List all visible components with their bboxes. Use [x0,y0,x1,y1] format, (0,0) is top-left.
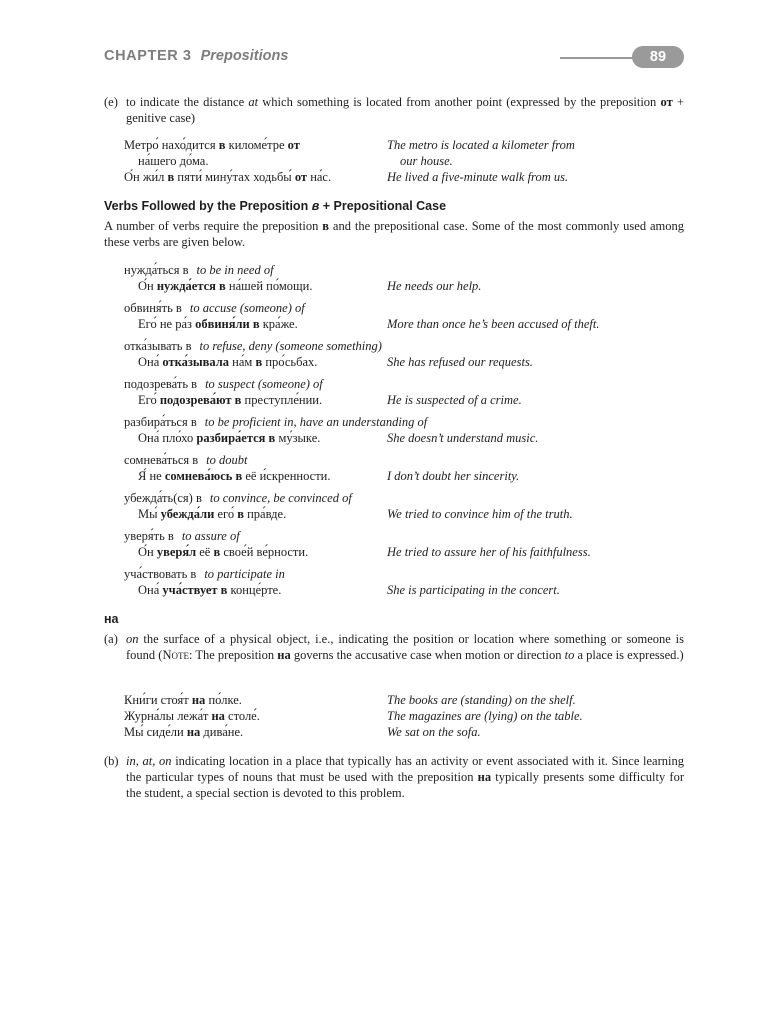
section-intro-text: A number of verbs require the preposition [104,219,323,233]
verb: отка́зывать в [124,339,192,353]
na-item-b-paragraph [104,753,684,801]
verb-entry [124,414,684,446]
verb-meaning: to doubt [206,453,248,467]
item-e-emphasis: at [248,95,259,109]
example-en-continuation: our house. [400,154,453,168]
example-ru-text: по́лке. [205,693,242,707]
na-example-ru [124,692,242,708]
example-ru-text: Метро́ нахо́дится [124,138,219,152]
verb: обвиня́ть в [124,301,182,315]
verb-example [124,544,684,560]
verb-meaning: to participate in [204,567,285,581]
item-e-preposition: от [660,95,673,109]
section-heading-preposition: в [311,199,320,213]
na-item-a-note: Note [162,648,189,662]
example-ru-text: на́с. [307,170,332,184]
na-example-en: The books are (standing) on the shelf. [387,693,576,707]
na-item-b-emphasis: in, at, on [126,754,172,768]
example-ru-bold: от [287,138,300,152]
verb-example [124,582,684,598]
section-intro-preposition: в [322,219,329,233]
section-intro-text: and the prepositional case. Some of the most commonly used among these verbs are given below. [104,219,684,249]
example-ru-bold: на [186,725,201,739]
verb-example [124,278,684,294]
verb-entry [124,490,684,522]
verb-line [124,338,684,354]
verb-line [124,452,684,468]
section-heading-text: Verbs Followed by the Preposition [104,199,312,213]
verb-example [124,430,684,446]
example-ru-text: дива́не. [200,725,244,739]
verb-line [124,300,684,316]
na-heading: на [104,612,119,626]
na-item-b-text-part: indicating location in a place that typically has an activity or event associated with it. Since learning the particular types of nouns that must be used with the preposition [126,754,684,784]
verb-example-ru: Мы́ убежда́ли его́ в пра́вде. [138,507,287,521]
na-item-a-emphasis: to [564,648,575,662]
verb-meaning: to be in need of [196,263,274,277]
verb-example-ru: Она́ пло́хо разбира́ется в му́зыке. [138,431,321,445]
example-ru-bold: на [191,693,206,707]
na-item-a-paragraph [104,631,684,663]
verb-example-ru: Я́ не сомнева́юсь в её и́скренности. [138,469,331,483]
example-ru-bold: от [294,170,308,184]
na-example-ru [124,708,260,724]
na-example-en: The magazines are (lying) on the table. [387,709,583,723]
item-e-marker: (e) [104,95,118,109]
verb-meaning: to refuse, deny (someone something) [199,339,382,353]
verb: убежда́ть(ся) в [124,491,202,505]
verb-meaning: to assure of [181,529,240,543]
verb-example-ru: Его́ подозрева́ют в преступле́нии. [138,393,323,407]
verb-line [124,566,684,582]
example-ru [124,169,331,185]
verb-example-en: She has refused our requests. [387,355,533,369]
verb-example-en: More than once he’s been accused of theft. [387,317,600,331]
na-item-b-text-part: typically presents some difficulty for the student, a special section is devoted to this problem. [126,770,685,800]
page-number-badge: 89 [632,46,684,68]
verb-example [124,316,684,332]
verb-example-ru: О́н уверя́л её в свое́й ве́рности. [138,545,309,559]
na-item-a-marker: (a) [104,632,118,646]
verb: сомнева́ться в [124,453,199,467]
verb-entry [124,300,684,332]
verb-example-en: He needs our help. [387,279,482,293]
na-item-a-text [126,631,684,663]
na-example-en: We sat on the sofa. [387,725,481,739]
verb-example [124,468,684,484]
verb-example-ru: Она́ отка́зывала на́м в про́сьбах. [138,355,318,369]
verb-entry [124,338,684,370]
na-item-a-emphasis: on [126,632,139,646]
running-header [104,48,288,64]
na-item-b-marker: (b) [104,754,119,768]
na-example-ru [124,724,243,740]
example-ru-text: столе́. [224,709,260,723]
chapter-title: Prepositions [200,48,289,64]
item-e-paragraph [104,94,684,126]
verb-example-ru: О́н нужда́ется в на́шей по́мощи. [138,279,313,293]
example-ru-text: О́н жи́л [124,170,168,184]
example-ru-bold: в [218,138,226,152]
verb-entry [124,452,684,484]
section-heading-text: + Prepositional Case [319,199,447,213]
verb-example [124,354,684,370]
na-item-a-text-part: a place is expressed.) [574,648,684,662]
verb-line [124,376,684,392]
verb-entry [124,376,684,408]
verb: уверя́ть в [124,529,174,543]
verb-line [124,262,684,278]
header-rule [560,57,642,59]
section-heading [104,199,446,213]
item-e-text-part: to indicate the distance [126,95,249,109]
verb-example-en: She doesn’t understand music. [387,431,539,445]
item-e-text [126,94,684,126]
verb-example-en: She is participating in the concert. [387,583,560,597]
verb-example [124,506,684,522]
example-ru-text: киломе́тре [225,138,288,152]
na-item-a-text-part: governs the accusative case when motion or direction [290,648,565,662]
verb-example-en: He is suspected of a crime. [387,393,522,407]
verb-meaning: to accuse (someone) of [189,301,305,315]
verb: разбира́ться в [124,415,197,429]
example-ru-text: Кни́ги стоя́т [124,693,192,707]
verb: уча́ствовать в [124,567,197,581]
na-item-b-text [126,753,684,801]
example-ru-text: Журна́лы лежа́т [124,709,212,723]
example-ru-bold: на [211,709,225,723]
example-ru-text: Мы́ сиде́ли [124,725,187,739]
section-intro [104,218,684,250]
item-e-text-part: which something is located from another point (expressed by the preposition [258,95,661,109]
verb-meaning: to suspect (someone) of [205,377,323,391]
verb-example-en: I don’t doubt her sincerity. [387,469,520,483]
verb: подозрева́ть в [124,377,198,391]
na-item-a-text-part: the surface of a physical object, i.e., indicating the position or location where something or someone is found ( [126,632,684,662]
verb-entry [124,566,684,598]
verb-meaning: to be proficient in, have an understanding of [204,415,428,429]
example-ru-text: пяти́ мину́тах ходьбы́ [174,170,295,184]
verb-entry [124,528,684,560]
verb-line [124,490,684,506]
na-item-b-preposition: на [477,770,492,784]
verb-entry [124,262,684,294]
item-e-text-part: + genitive case) [126,95,684,125]
example-en: He lived a five-minute walk from us. [387,170,569,184]
verb-example-en: He tried to assure her of his faithfulness. [387,545,591,559]
example-ru-bold: в [167,170,175,184]
verb-example-ru: Его́ не ра́з обвиня́ли в кра́же. [138,317,298,331]
verb: нужда́ться в [124,263,189,277]
chapter-label: CHAPTER 3 [104,48,192,64]
example-ru [124,137,300,153]
na-item-a-text-part: : The preposition [188,648,278,662]
verb-example-en: We tried to convince him of the truth. [387,507,573,521]
na-item-a-preposition: на [277,648,291,662]
verb-meaning: to convince, be convinced of [209,491,352,505]
example-ru-continuation: на́шего до́ма. [138,154,209,168]
verb-example-ru: Она́ уча́ствует в конце́рте. [138,583,282,597]
verb-line [124,528,684,544]
verb-example [124,392,684,408]
verb-line [124,414,684,430]
example-en: The metro is located a kilometer from [387,138,575,152]
